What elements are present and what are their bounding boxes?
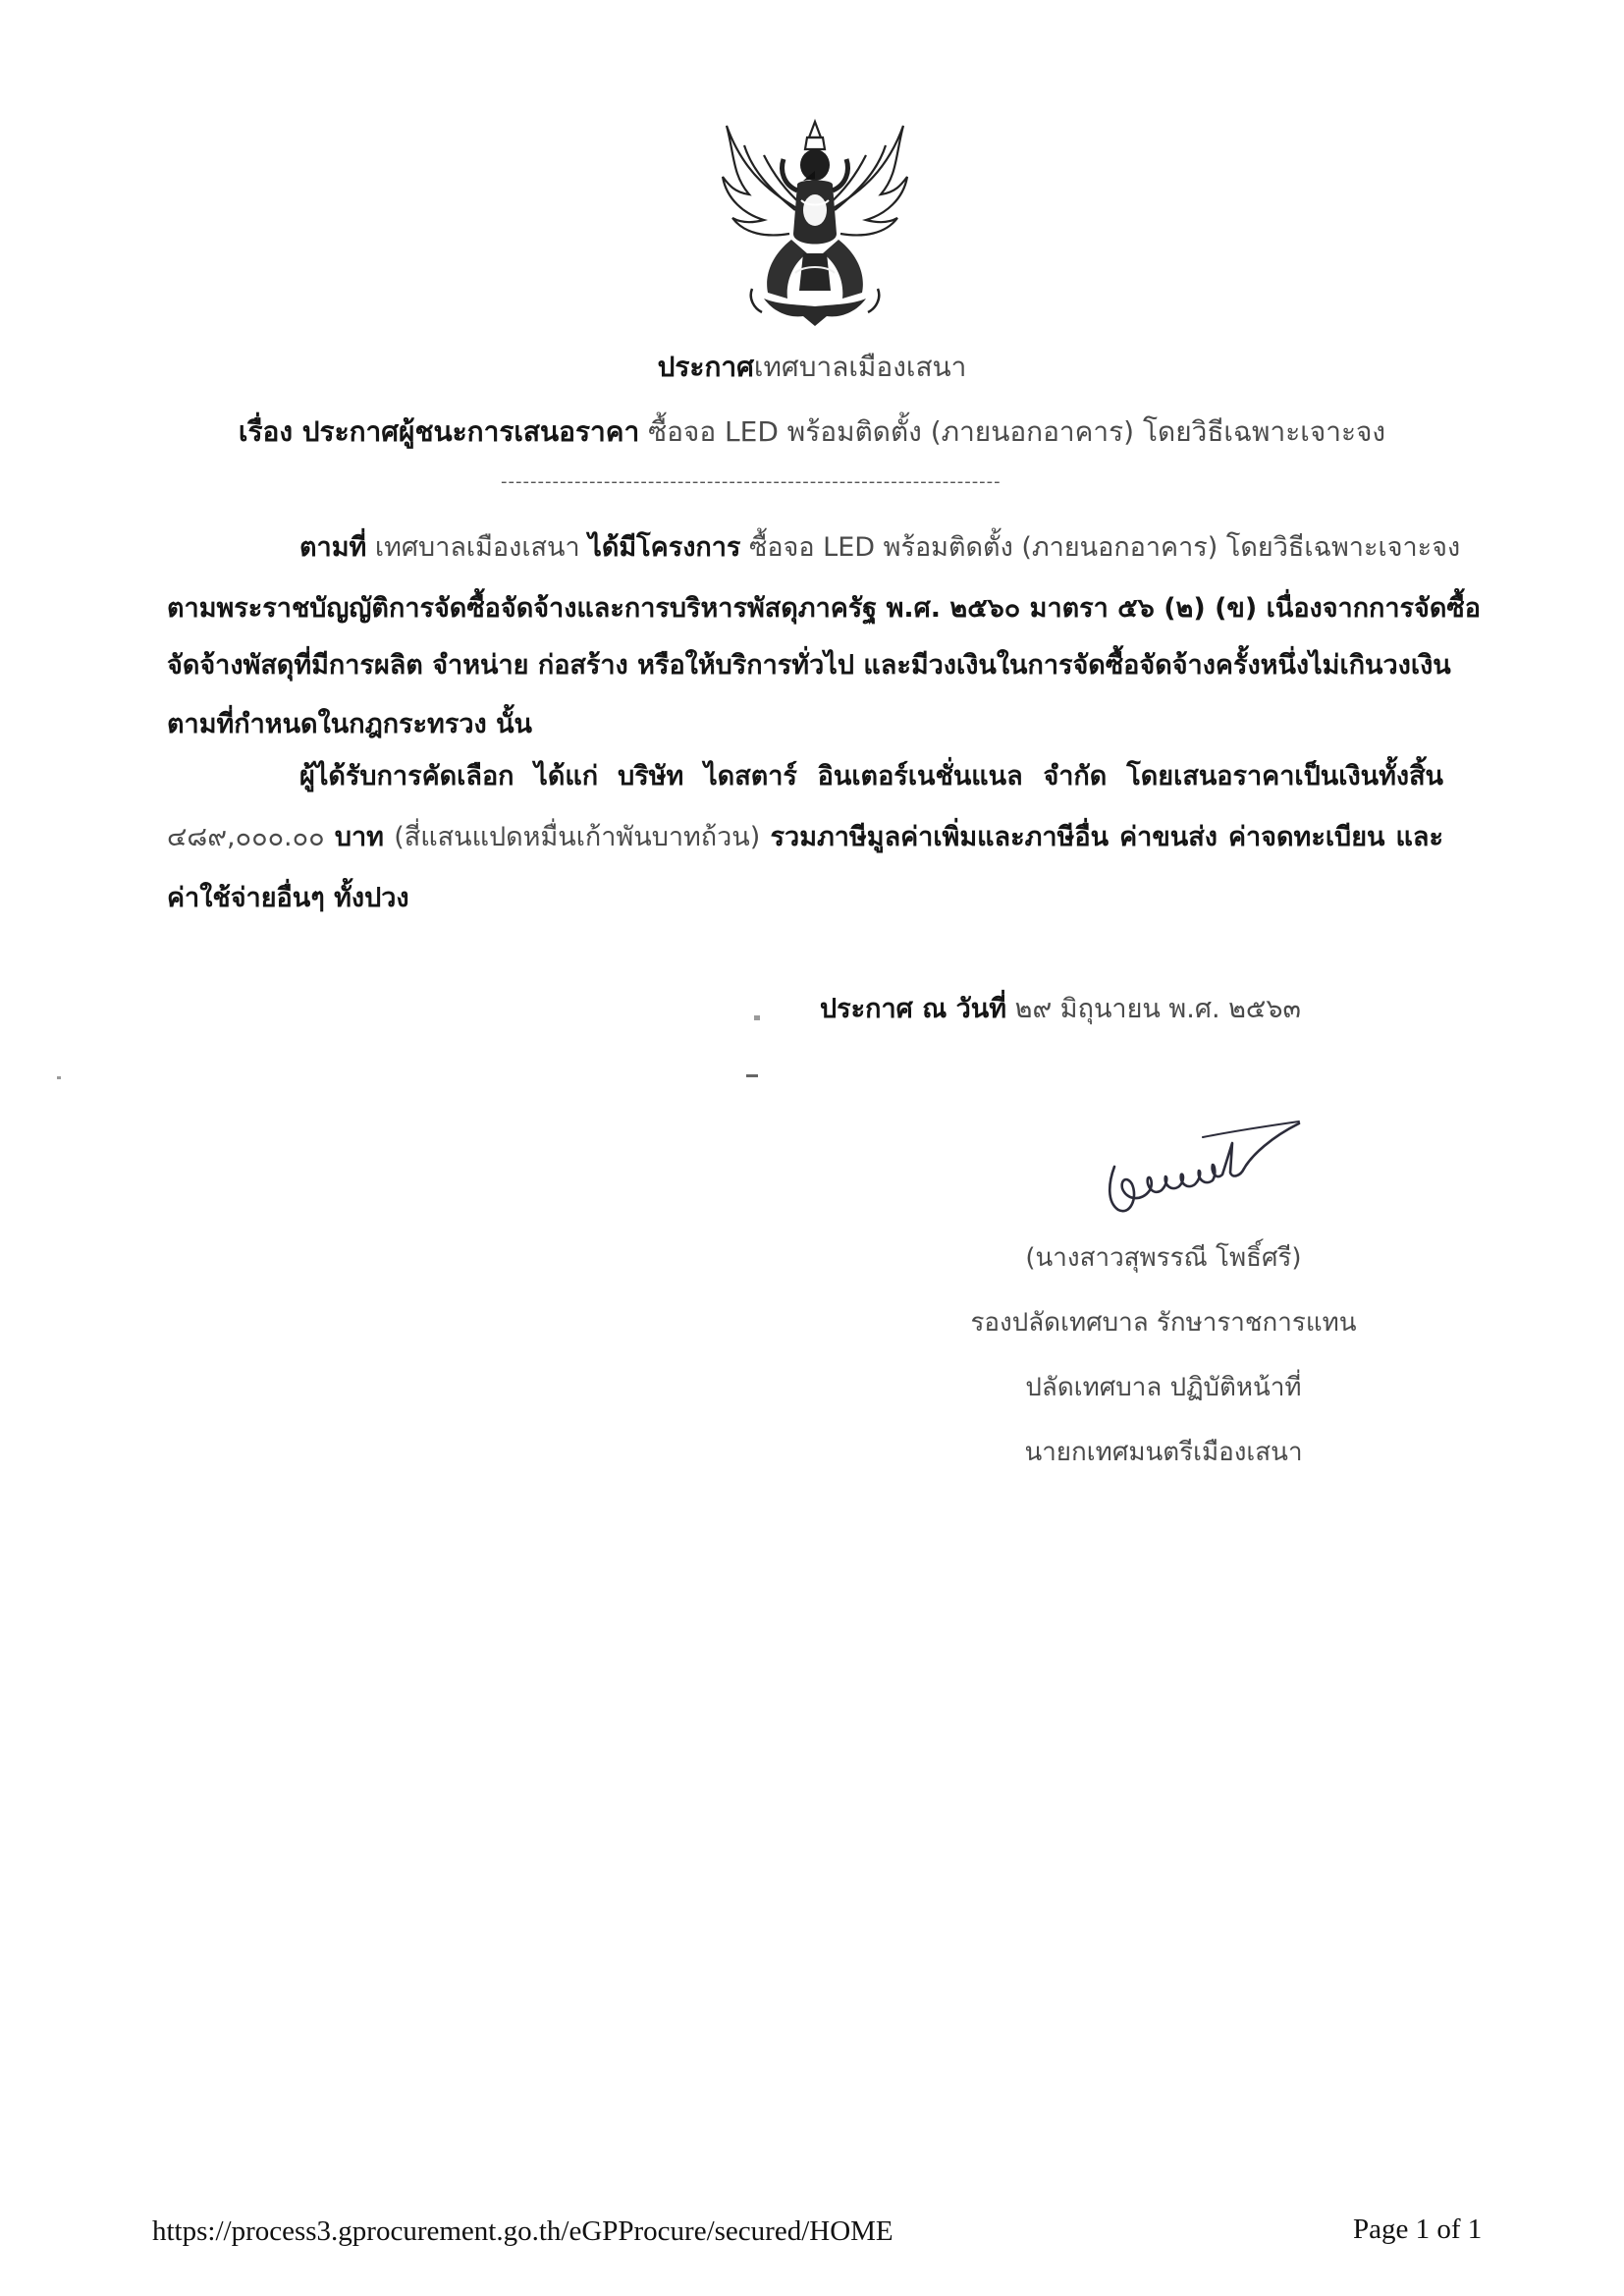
paragraph-2-line-2 [167,815,1443,857]
p2-amount-words: (สี่แสนแปดหมื่นเก้าพันบาทถ้วน) [394,822,761,852]
handwritten-signature [1085,1108,1311,1226]
subject-label: เรื่อง ประกาศผู้ชนะการเสนอราคา [238,415,640,448]
date-label: ประกาศ ณ วันที่ [820,994,1007,1024]
p2-winner: บริษัท ไดสตาร์ อินเตอร์เนชั่นแนล จำกัด [618,761,1108,792]
paragraph-1-line-1 [299,525,1461,568]
p2-rest: รวมภาษีมูลค่าเพิ่มและภาษีอื่น ค่าขนส่ง ค่าจดทะเบียน และ [770,822,1443,852]
p1-project: ซื้อจอ LED พร้อมติดตั้ง (ภายนอกอาคาร) โดยวิธีเฉพาะเจาะจง [749,532,1461,563]
subject-project: ซื้อจอ LED พร้อมติดตั้ง (ภายนอกอาคาร) โดยวิธีเฉพาะเจาะจง [648,415,1386,448]
garuda-emblem-icon [705,116,925,330]
p1-lead: ตามที่ [299,532,367,563]
p2-lead: ผู้ได้รับการคัดเลือก ได้แก่ [299,761,599,792]
announcement-date [820,987,1301,1029]
date-value: ๒๙ มิถุนายน พ.ศ. ๒๕๖๓ [1014,994,1301,1024]
scan-speck [57,1076,61,1079]
announcement-subject [0,410,1624,454]
paragraph-2-line-3: ค่าใช้จ่ายอื่นๆ ทั้งปวง [167,883,409,913]
p2-price-lead: โดยเสนอราคาเป็นเงินทั้งสิ้น [1126,761,1443,792]
p1-has-project: ได้มีโครงการ [588,532,741,563]
signatory-role-2: ปลัดเทศบาล ปฏิบัติหน้าที่ [1025,1373,1302,1402]
p2-amount: ๔๘๙,๐๐๐.๐๐ [167,822,325,852]
footer-url: https://process3.gprocurement.go.th/eGPProcure/secured/HOME [152,2215,893,2247]
paragraph-1-line-2: ตามพระราชบัญญัติการจัดซื้อจัดจ้างและการบริหารพัสดุภาครัฐ พ.ศ. ๒๕๖๐ มาตรา ๕๖ (๒) (ข) เนื่องจากการจัดซื้อ [167,593,1481,624]
paragraph-1-line-3: จัดจ้างพัสดุที่มีการผลิต จำหน่าย ก่อสร้าง หรือให้บริการทั่วไป และมีวงเงินในการจัดซื้อจัดจ้างครั้งหนึ่งไม่เกินวงเงิน [167,650,1451,681]
signatory-role-1: รองปลัดเทศบาล รักษาราชการแทน [970,1308,1357,1338]
signatory-name: (นางสาวสุพรรณี โพธิ์ศรี) [1025,1243,1302,1273]
footer-page-number: Page 1 of 1 [1353,2214,1483,2245]
title-agency: เทศบาลเมืองเสนา [753,351,967,383]
paragraph-1-line-4: ตามที่กำหนดในกฎกระทรวง นั้น [167,709,533,739]
scan-speck [746,1074,758,1077]
p1-agency: เทศบาลเมืองเสนา [374,532,580,563]
announcement-title [0,346,1624,389]
title-divider: -------------------------------------------------------------------- [501,471,1001,492]
p2-baht: บาท [334,822,384,852]
title-prefix: ประกาศ [657,351,754,383]
scan-speck [754,1015,760,1020]
paragraph-2-line-1 [299,754,1443,796]
signatory-role-3: นายกเทศมนตรีเมืองเสนา [1024,1438,1303,1467]
